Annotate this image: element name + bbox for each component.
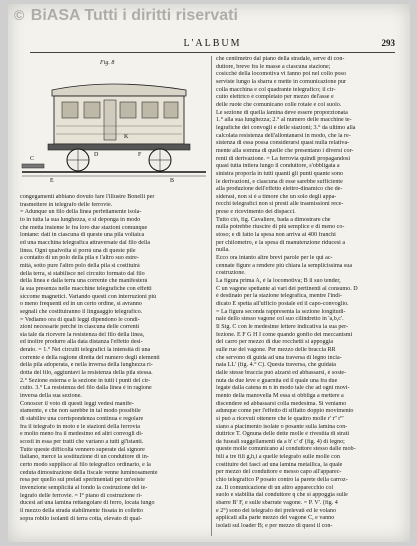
text-line: mità, sotto pure l'altro polo della pila si costituirà	[20, 262, 140, 269]
text-line: congegamenti abbiano dovuto fare l'illustre Bonelli per	[20, 194, 155, 200]
text-line: duttore, breve fra le masse a ciascuna stazione;	[216, 63, 331, 70]
text-line: certo modo supplisce al filo telegrafico ordinario, e la	[20, 461, 151, 468]
text-line: la sua presenza nelle macchine telegrafiche con effetti	[20, 285, 152, 292]
figure-letter-b: B	[170, 178, 175, 184]
text-line: segnali che costituiranno il linguaggio telegrafico.	[20, 308, 143, 315]
text-line: sulle rue del vagone. Per mezzo delle braccia RR	[216, 346, 336, 353]
text-line: linea. Ogni qualvolta si porrà una di queste pile	[20, 247, 136, 254]
text-line: le derivazioni, e ciascuna di esse sarebbe sufficiente	[216, 178, 343, 185]
text-line: suolo e stabilita dal conduttore q che si appoggia sulle	[216, 492, 348, 499]
watermark-text: BiASA Tutti i diritti riservati	[30, 7, 238, 24]
figure	[20, 56, 208, 186]
text-line: nuta da due leve e guarnita ed il quale una fra due	[216, 377, 338, 384]
figure-letter-e: E	[50, 178, 54, 184]
text-line: sopra robilo isolanti di terra cotta, elevato di qual-	[20, 515, 143, 522]
text-line: cuito. 3.° La resistenza del filo dalla linea è in ragione	[20, 385, 152, 392]
watermark	[14, 7, 314, 25]
text-line: queste molle comunicano al conduttore stesso dalle mob-	[216, 446, 356, 453]
text-line: costruzione.	[216, 270, 246, 277]
figure-letter-c: C	[30, 156, 35, 162]
text-line: e molto meno fra il medesimo ed altri convogli di-	[20, 431, 144, 438]
text-line: Ecco ora intanto altre brevi parole per le qui ac-	[216, 255, 333, 262]
text-line: sbarre B' F, e sulle sbarrate vagone. = P. V'. (fig. 4	[216, 500, 338, 507]
text-line: nulla.	[216, 247, 230, 254]
column-divider	[211, 56, 212, 536]
text-line: Il Sig. C con le medesime lettere indicativa la sua per-	[216, 323, 349, 330]
text-line: il mezzo della strada stabilmente fissata in colletto	[20, 507, 144, 514]
text-line: Tutto ciò, fig. Cavaliere, bada a dimostrare che	[216, 216, 331, 223]
text-line: Le sezione di quella lamina deve essere proporzionata	[216, 109, 348, 116]
document-page	[8, 4, 410, 542]
text-line: isolati sul loader B; e per mezzo di quest il con-	[216, 523, 333, 530]
text-line: corrente e della ragione diretta del numero degli elementi	[20, 354, 160, 361]
text-line: legate dalla catena m n in modo tale che ad ogni movi-	[216, 385, 350, 392]
text-line: C un vagone spettante ai vari dei pertinenti al consumo. D	[216, 285, 358, 292]
text-line: sinistra proporla in tutti quanti gli punti quante sono	[216, 170, 343, 177]
text-line: dalle stesse braccia può alzarsi ed abbassarsi, è soste-	[216, 369, 347, 376]
text-line: zioni necessarie perché in ciascuna delle correnti	[20, 324, 140, 331]
left-column-text	[20, 194, 208, 523]
text-line: sistenza di essa possa considerarsi quasi nulla relativa-	[216, 140, 350, 147]
text-line: che centimetro dal piano della stradale, serve di con-	[216, 56, 345, 62]
text-line: ceduta dimostrazione della fiscale venne luminosamente	[20, 469, 158, 476]
figure-letter-d: D	[94, 152, 99, 158]
text-line: sia tale da ricevere la resistenza del filo della linea,	[20, 331, 145, 338]
figure-letter-f: F	[138, 152, 142, 158]
text-line: nata LL' (fig. 4.° C). Questa traversa, che guidata	[216, 362, 336, 369]
text-line: trasmettere in telegrafo delle ferrovie.	[20, 201, 113, 208]
text-line: 2.° Sezione esterna e la sezione in tutti i punti del cir-	[20, 377, 151, 384]
text-line: o meno frequenti ed in un certo ordine, si avranno	[20, 301, 142, 308]
text-line: to in tutta la sua lunghezza, e si deponga in modo	[20, 216, 141, 223]
text-line: delle ruote che comunicano colle rotaie e col suolo.	[216, 101, 342, 108]
text-line: della linea e dalla terra una corrente che manifesterà	[20, 278, 148, 285]
text-line: Tutte queste difficoltà vennero superate dal signore	[20, 446, 145, 453]
text-line: da fuseali suggellamenti da a b' c' d' (fig. 4) di legno;	[216, 438, 345, 445]
figure-letter-k: K	[124, 134, 129, 140]
text-line: La figura prima A, è la locomotiva; B il suo tender,	[216, 278, 341, 285]
text-line: si può a ricevuti ottenere che le quattro molle r' r'' r'''	[216, 415, 344, 422]
text-line: a contatto di un polo della pila e l'altro suo estre-	[20, 255, 139, 262]
text-line: che metta insieme le fra loro due stazioni comunque	[20, 224, 148, 231]
text-line: della terra, si stabilisce nel circuito formato dal filo	[20, 270, 145, 277]
text-line: ed una macchina telegrafica attraversate dal filo della	[20, 239, 151, 246]
text-line: per mezzo del conduttore e messo capo all'apparec-	[216, 469, 342, 476]
text-line: resa per quello sui prelati sperimentati per un'esiste	[20, 477, 145, 484]
text-line: colla macchina e col quadrante telegrafico; il cir-	[216, 86, 336, 93]
text-line: che servono di guida ad una traversa di legno incla-	[216, 354, 342, 361]
text-line: alla produzione dell'effetto elettro-dinamico che de-	[216, 186, 343, 193]
text-line: prese e ricevimento dei dispacci.	[216, 209, 296, 216]
page-number: 293	[381, 38, 395, 48]
page-title: L'ALBUM	[183, 38, 242, 49]
carriage-illustration	[20, 56, 208, 186]
text-line: invenzione semplicità al fondo la costruzione del te-	[20, 484, 148, 491]
text-line: chio telegrafico P posato contro la parete della carroz-	[216, 477, 348, 484]
text-line: renti di derivazione. = La ferrovia quindi propagandosi	[216, 155, 351, 162]
text-line: Conoscer il voto di questi leggi vedesi manife-	[20, 400, 134, 407]
text-line: fezione. E F G H I come quando gonfio dei meccanismi	[216, 331, 353, 338]
text-line: italiano, mercé la sostituzione di un conduttore di in-	[20, 454, 149, 461]
text-line: siderasi, non si è a timore che un solo degli appa-	[216, 193, 337, 200]
text-line: dicato E spetta all'ufficio postale ed il capo-convoglio.	[216, 301, 349, 307]
text-line: fra il telegrafo in moto e le stazioni della ferrovia	[20, 423, 140, 430]
text-line: mento della manovella M essa si obbliga a mettere a	[216, 392, 344, 399]
text-line: per chilometro, e la spesa di manutenzione riducesi a	[216, 239, 346, 246]
text-line: mente alla somma di quelle che presentano i diversi cor-	[216, 147, 354, 154]
text-line: calcolata resistenza dell'allontanarsi in modo, che la re-	[216, 132, 351, 139]
text-line: e 2°) sono del telegrafo dei prelevati ed le volano	[216, 507, 337, 514]
text-line: dotta del filo, aggiuntavi la resistenza della pila stessa.	[20, 370, 153, 377]
text-line: costituire dei fasci ad una lamina metallica, la quale	[216, 461, 343, 468]
text-line: discendere ed abbassarsi colla medesima. Si veniamo	[216, 400, 347, 407]
text-line: siano a piacimento isolate o posante sulla lamina con-	[216, 423, 348, 430]
text-line: ducesi ad una lamina rettangolare di ferro, locata lungo	[20, 500, 155, 507]
text-line: nale dello stesso vagone col suo cilindretto in 'a,b,c'.	[216, 316, 344, 323]
text-line: lontane: dati in ciascuna di queste una pila voltaica	[20, 232, 145, 239]
text-line: = Vediamo ora di quali leggi dipendono le condi-	[20, 316, 140, 323]
text-line: ed inoltre produrre alla data distanza l'effetto desi-	[20, 339, 143, 346]
text-line: 1.° alla sua lunghezza; 2.° al numero delle macchine te-	[216, 117, 352, 124]
text-line: della pila adoperata, e nella inversa della lunghezza ri-	[20, 362, 153, 369]
text-line: duttrice T. Ognuna delle dette molle è rivestita di strati	[216, 431, 350, 438]
text-line: derato. = 1.° Nei circuiti telegrafici la intensità di una	[20, 347, 151, 354]
text-line: cuito elettrico è completato per mezzo del'asse e	[216, 94, 334, 101]
text-line: nulla potrebbe riuscire di più semplice e di meno co-	[216, 224, 345, 231]
text-line: serviste lungo la sbarra e mette in comunicazione pur	[216, 78, 346, 85]
text-line: adunque come per l'effetto di siffatto doppio movimento	[216, 408, 354, 415]
right-column-text	[216, 56, 396, 531]
text-line: scosti in essa per tratti che variano a tutti gl'istanti.	[20, 439, 144, 445]
text-line: quasi tutta intiera lungo il conduttore, s'obbligata a	[216, 163, 340, 170]
text-line: stamente, e che non sarebbe in tal modo possibile	[20, 408, 141, 415]
text-line: cosicché della locomotiva vi fanno poi nel collo poso	[216, 71, 346, 78]
text-line: legrafiche dei convogli e delle stazioni; 3.° da ultimo alla	[216, 124, 356, 131]
text-line: = La figura seconda rappresenta la sezione longitudi-	[216, 308, 346, 315]
text-line: del carro per mezzo di due rocchetti si appoggia	[216, 339, 334, 346]
text-line: = Adunque un filo della linea perfettamente isola-	[20, 209, 142, 216]
text-line: za. Il comunicazione di un altro apparecchio col	[216, 484, 334, 491]
text-line: siccome magnetici. Variando questi con interruzioni più	[20, 293, 157, 300]
text-line: inversa della sua sezione.	[20, 393, 82, 400]
text-line: di stabilire una corrispondenza continua e regolare	[20, 416, 144, 423]
text-line: recchi telegrafici non si presti alle trasmissioni rece-	[216, 201, 344, 208]
text-line: applicati alla parte mezzo del vagone C, e vanno	[216, 515, 335, 522]
text-line: cennate figure a rendere più chiara la semplicissima sua	[216, 262, 353, 269]
text-line: è destinato per la stazione telegrafica, mentre l'indi-	[216, 293, 342, 300]
page-header	[30, 38, 395, 53]
text-line: legrafo delle ferrovie. = I° piano di costruzione ri-	[20, 492, 143, 499]
figure-caption: Fig. 8	[100, 60, 115, 66]
text-line: bili a tre fili g,h,i a quelle telegrafo sulle molle con	[216, 454, 340, 461]
watermark-copyright-icon: ©	[14, 7, 25, 23]
text-line: stoso; e di fatto la spesa non arriva ai 400 franchi	[216, 232, 336, 239]
